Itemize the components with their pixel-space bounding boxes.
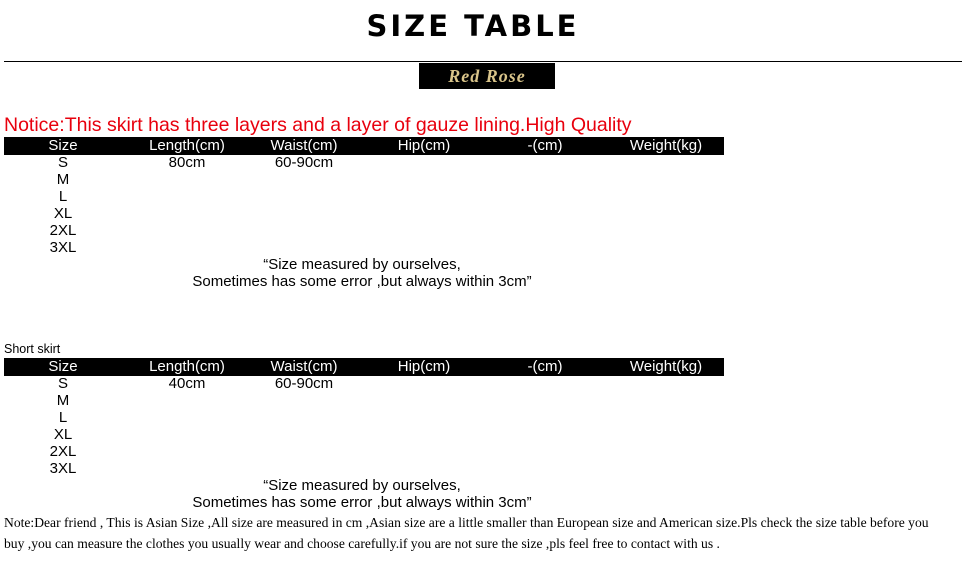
measurement-note-line2: Sometimes has some error ,but always within 3cm” <box>192 273 532 290</box>
size-cell: S <box>57 375 68 392</box>
title-divider <box>4 61 962 62</box>
size-cell: M <box>56 392 70 409</box>
size-cell: S <box>57 154 68 171</box>
measurement-note-line2: Sometimes has some error ,but always within 3cm” <box>192 494 532 511</box>
footer-note-line1: Note:Dear friend , This is Asian Size ,All size are measured in cm ,Asian size are a little smaller than European size and American size.Pls check the size table before you <box>4 515 929 530</box>
size-cell: XL <box>53 205 73 222</box>
size-cell: 2XL <box>49 222 77 239</box>
short-skirt-label: Short skirt <box>4 342 61 356</box>
table1-header <box>4 137 724 155</box>
measurement-note-line1: “Size measured by ourselves, <box>263 477 461 494</box>
size-cell: 2XL <box>49 443 77 460</box>
col-size: Size <box>48 137 78 154</box>
col-hip: Hip(cm) <box>397 358 451 375</box>
waist-value: 60-90cm <box>274 375 334 392</box>
measurement-note-line1: “Size measured by ourselves, <box>263 256 461 273</box>
notice-text: Notice:This skirt has three layers and a layer of gauze lining.High Quality <box>4 114 632 136</box>
size-cell: 3XL <box>49 239 77 256</box>
footer-note-line2: buy ,you can measure the clothes you usually wear and choose carefully.if you are not sure the size ,pls feel free to contact with us . <box>4 536 720 551</box>
col-other: -(cm) <box>527 137 563 154</box>
col-other: -(cm) <box>527 358 563 375</box>
col-length: Length(cm) <box>149 137 225 154</box>
col-length: Length(cm) <box>149 358 225 375</box>
size-cell: L <box>58 188 68 205</box>
table2-size-list <box>4 375 122 477</box>
size-cell: 3XL <box>49 460 77 477</box>
length-value: 40cm <box>168 375 206 392</box>
table2-header <box>4 358 724 376</box>
col-waist: Waist(cm) <box>270 358 338 375</box>
table1-size-list <box>4 154 122 256</box>
waist-value: 60-90cm <box>274 154 334 171</box>
footer-note <box>4 512 964 554</box>
brand-logo: Red Rose <box>419 63 555 89</box>
length-value: 80cm <box>168 154 206 171</box>
page-title: SIZE TABLE <box>366 9 580 43</box>
col-weight: Weight(kg) <box>629 358 703 375</box>
col-weight: Weight(kg) <box>629 137 703 154</box>
size-cell: XL <box>53 426 73 443</box>
col-size: Size <box>48 358 78 375</box>
col-hip: Hip(cm) <box>397 137 451 154</box>
size-cell: L <box>58 409 68 426</box>
col-waist: Waist(cm) <box>270 137 338 154</box>
size-cell: M <box>56 171 70 188</box>
